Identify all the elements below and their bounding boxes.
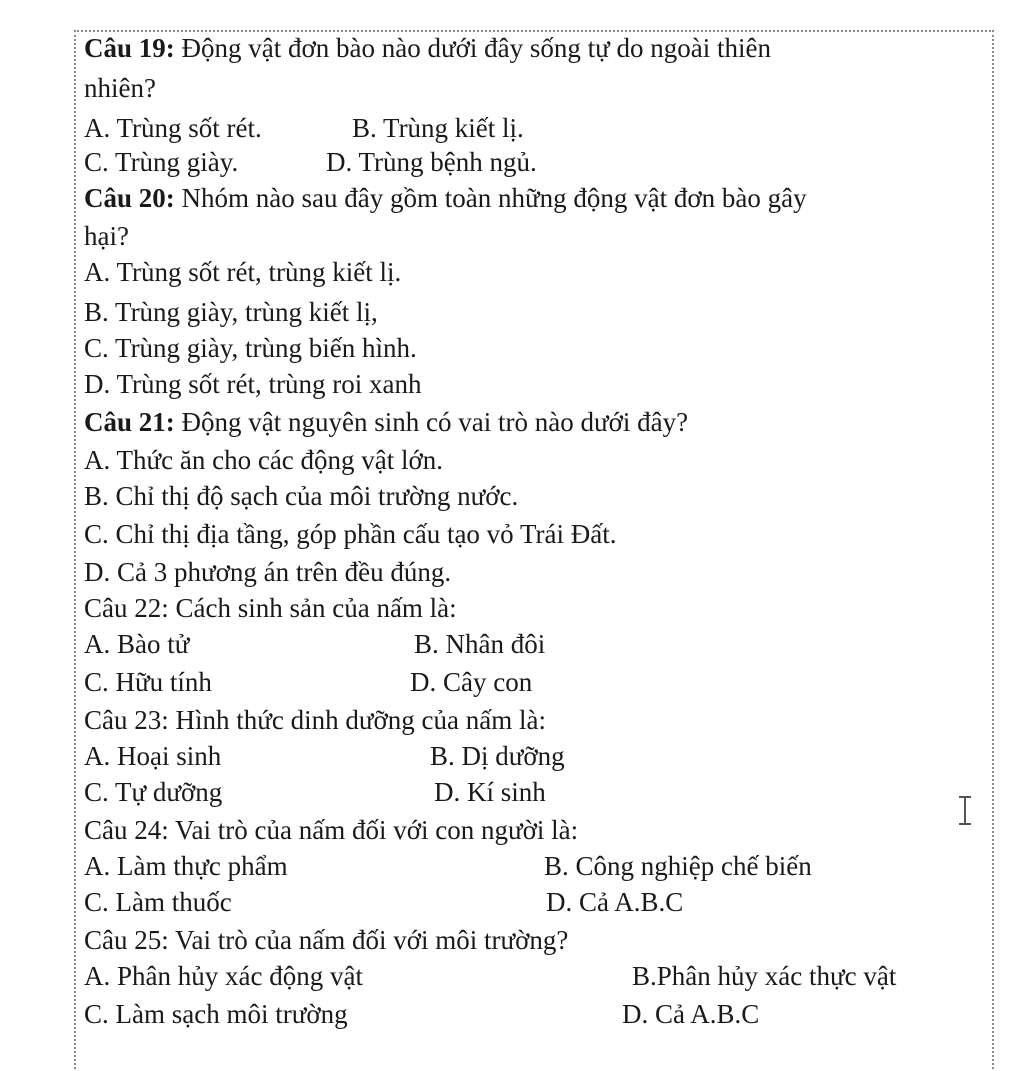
option-d: D. Cả A.B.C — [546, 887, 684, 917]
question-19-label: Câu 19: — [84, 33, 175, 63]
option-d: D. Trùng sốt rét, trùng roi xanh — [84, 369, 422, 399]
option-a: A. Bào tử — [84, 629, 190, 659]
question-19 — [84, 30, 771, 66]
question-22-options-row-1 — [84, 626, 546, 662]
option-b: B.Phân hủy xác thực vật — [632, 961, 897, 991]
question-24: Câu 24: Vai trò của nấm đối với con người là: — [84, 815, 579, 845]
question-22: Câu 22: Cách sinh sản của nấm là: — [84, 593, 457, 623]
option-a: A. Hoại sinh — [84, 741, 222, 771]
question-24-options-row-1 — [84, 848, 812, 884]
option-c: C. Hữu tính — [84, 667, 212, 697]
question-20-continuation: hại? — [84, 221, 129, 251]
question-20 — [84, 180, 807, 216]
option-a: A. Phân hủy xác động vật — [84, 961, 363, 991]
option-a: A. Trùng sốt rét, trùng kiết lị. — [84, 257, 402, 287]
option-c: C. Chỉ thị địa tầng, góp phần cấu tạo vỏ Trái Đất. — [84, 519, 617, 549]
option-c: C. Trùng giày, trùng biến hình. — [84, 333, 417, 363]
question-19-text: Động vật đơn bào nào dưới đây sống tự do ngoài thiên — [174, 33, 772, 63]
question-19-continuation: nhiên? — [84, 73, 156, 103]
question-24-options-row-2 — [84, 884, 684, 920]
option-c: C. Làm sạch môi trường — [84, 999, 348, 1029]
question-20-label: Câu 20: — [84, 183, 175, 213]
option-b: B. Dị dưỡng — [430, 741, 565, 771]
question-25: Câu 25: Vai trò của nấm đối với môi trường? — [84, 925, 569, 955]
text-cursor-icon — [958, 796, 972, 826]
question-23: Câu 23: Hình thức dinh dưỡng của nấm là: — [84, 705, 546, 735]
option-a: A. Làm thực phẩm — [84, 851, 288, 881]
question-23-options-row-1 — [84, 738, 565, 774]
option-d: D. Cây con — [410, 667, 533, 697]
option-c: C. Trùng giày. — [84, 147, 239, 177]
option-c: C. Tự dưỡng — [84, 777, 223, 807]
question-21-label: Câu 21: — [84, 407, 175, 437]
option-d: D. Cả 3 phương án trên đều đúng. — [84, 557, 452, 587]
option-c: C. Làm thuốc — [84, 887, 232, 917]
question-25-options-row-2 — [84, 996, 760, 1032]
option-d: D. Trùng bệnh ngủ. — [326, 147, 537, 177]
question-22-options-row-2 — [84, 664, 533, 700]
question-20-text: Nhóm nào sau đây gồm toàn những động vật đơn bào gây — [174, 183, 807, 213]
option-b: B. Trùng kiết lị. — [352, 113, 524, 143]
option-b: B. Trùng giày, trùng kiết lị, — [84, 297, 378, 327]
option-a: A. Thức ăn cho các động vật lớn. — [84, 445, 444, 475]
option-a: A. Trùng sốt rét. — [84, 113, 262, 143]
question-19-options-row-1 — [84, 110, 524, 146]
question-19-options-row-2 — [84, 144, 537, 180]
question-21-text: Động vật nguyên sinh có vai trò nào dưới đây? — [174, 407, 689, 437]
option-d: D. Cả A.B.C — [622, 999, 760, 1029]
question-21 — [84, 404, 688, 440]
option-b: B. Nhân đôi — [414, 629, 546, 659]
option-b: B. Chỉ thị độ sạch của môi trường nước. — [84, 481, 519, 511]
question-23-options-row-2 — [84, 774, 546, 810]
question-25-options-row-1 — [84, 958, 897, 994]
option-b: B. Công nghiệp chế biến — [544, 851, 812, 881]
option-d: D. Kí sinh — [434, 777, 546, 807]
